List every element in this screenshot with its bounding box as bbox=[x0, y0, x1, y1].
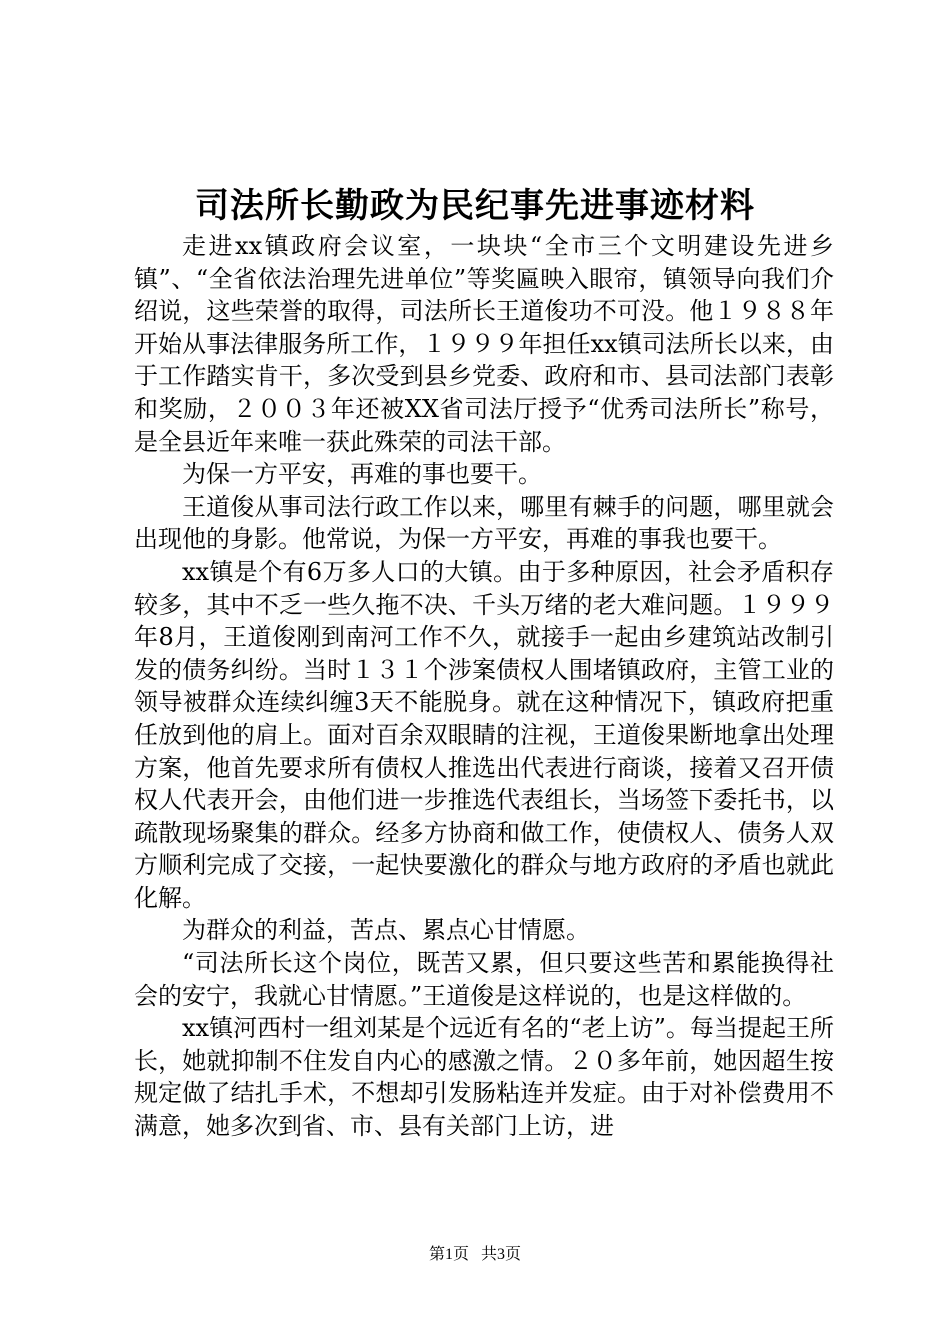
paragraph: 王道俊从事司法行政工作以来，哪里有棘手的问题，哪里就会出现他的身影。他常说，为保一方平安，再难的事我也要干。 bbox=[134, 492, 834, 554]
page-total: 共3页 bbox=[481, 1246, 522, 1263]
paragraph: xx镇是个有6万多人口的大镇。由于多种原因，社会矛盾积存较多，其中不乏一些久拖不决、千头万绪的老大难问题。１９９９年8月，王道俊刚到南河工作不久，就接手一起由乡建筑站改制引发的债务纠纷。当时１３１个涉案债权人围堵镇政府，主管工业的领导被群众连续纠缠3天不能脱身。就在这种情况下，镇政府把重任放到他的肩上。面对百余双眼睛的注视，王道俊果断地拿出处理方案，他首先要求所有债权人推选出代表进行商谈，接着又召开债权人代表开会，由他们进一步推选代表组长，当场签下委托书，以疏散现场聚集的群众。经多方协商和做工作，使债权人、债务人双方顺利完成了交接，一起快要激化的群众与地方政府的矛盾也就此化解。 bbox=[134, 557, 834, 912]
paragraph: 走进xx镇政府会议室，一块块“全市三个文明建设先进乡镇”、“全省依法治理先进单位”等奖匾映入眼帘，镇领导向我们介绍说，这些荣誉的取得，司法所长王道俊功不可没。他１９８８年开始从事法律服务所工作，１９９９年担任xx镇司法所长以来，由于工作踏实肯干，多次受到县乡党委、政府和市、县司法部门表彰和奖励，２００３年还被XX省司法厅授予“优秀司法所长”称号，是全县近年来唯一获此殊荣的司法干部。 bbox=[134, 232, 834, 456]
document-title: 司法所长勤政为民纪事先进事迹材料 bbox=[195, 186, 755, 226]
section-heading: 为保一方平安，再难的事也要干。 bbox=[182, 460, 542, 489]
paragraph: xx镇河西村一组刘某是个远近有名的“老上访”。每当提起王所长，她就抑制不住发自内心的感激之情。２０多年前，她因超生按规定做了结扎手术，不想却引发肠粘连并发症。由于对补偿费用不满意，她多次到省、市、县有关部门上访，进 bbox=[134, 1014, 834, 1141]
paragraph: “司法所长这个岗位，既苦又累，但只要这些苦和累能换得社会的安宁，我就心甘情愿。”王道俊是这样说的，也是这样做的。 bbox=[134, 949, 834, 1010]
page-number: 第1页 bbox=[428, 1246, 469, 1263]
page-footer bbox=[0, 1244, 950, 1266]
section-heading: 为群众的利益，苦点、累点心甘情愿。 bbox=[182, 916, 590, 945]
document-body bbox=[134, 230, 834, 1143]
